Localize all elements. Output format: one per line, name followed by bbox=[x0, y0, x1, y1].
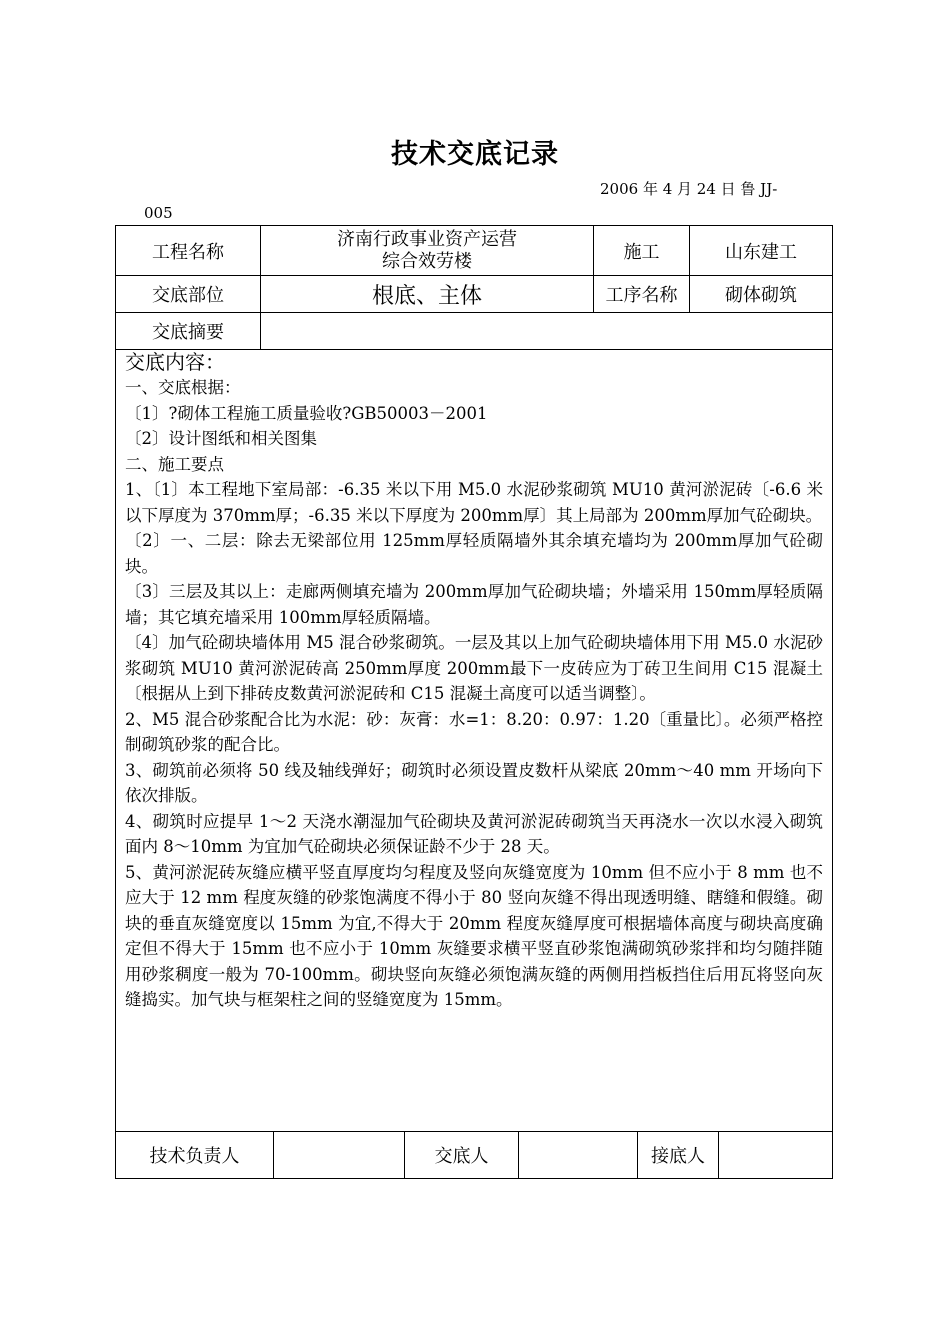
content-paragraph: 1、〔1〕本工程地下室局部：-6.35 米以下用 M5.0 水泥砂浆砌筑 MU10 黄河淤泥砖〔-6.6 米以下厚度为 370mm厚；-6.35 米以下厚度为 200mm厚〕其上局部为 200mm厚加气砼砌块。 bbox=[125, 480, 823, 525]
tech-lead-label: 技术负责人 bbox=[116, 1132, 274, 1178]
summary-row bbox=[116, 313, 832, 350]
content-paragraph: 二、施工要点 bbox=[125, 454, 224, 474]
project-name-line2: 综合效劳楼 bbox=[382, 250, 472, 272]
content-paragraph: 〔2〕一、二层：除去无梁部位用 125mm厚轻质隔墙外其余填充墙均为 200mm厚加气砼砌块。 bbox=[125, 531, 823, 576]
content-paragraph: 〔4〕加气砼砌块墙体用 M5 混合砂浆砌筑。一层及其以上加气砼砌块墙体用下用 M5.0 水泥砂浆砌筑 MU10 黄河淤泥砖高 250mm厚度 200mm最下一皮砖应为丁砖卫生间用 C15 混凝土〔根据从上到下排砖皮数黄河淤泥砖和 C15 混凝土高度可以适当调整〕。 bbox=[125, 633, 823, 703]
content-paragraph: 5、黄河淤泥砖灰缝应横平竖直厚度均匀程度及竖向灰缝宽度为 10mm 但不应小于 8 mm 也不应大于 12 mm 程度灰缝的砂浆饱满度不得小于 80 竖向灰缝不得出现透明缝、瞎缝和假缝。砌块的垂直灰缝宽度以 15mm 为宜,不得大于 20mm 程度灰缝厚度可根据墙体高度与砌块高度确定但不得大于 15mm 也不应小于 10mm 灰缝要求横平竖直砂浆饱满砌筑砂浆拌和均匀随拌随用砂浆稠度一般为 70-100mm。砌块竖向灰缝必须饱满灰缝的两侧用挡板挡住后用瓦将竖向灰缝捣实。加气块与框架柱之间的竖缝宽度为 15mm。 bbox=[125, 862, 823, 1009]
document-title: 技术交底记录 bbox=[391, 139, 559, 170]
process-value: 砌体砌筑 bbox=[725, 285, 797, 306]
project-name-value bbox=[261, 226, 594, 275]
content-paragraph: 一、交底根据： bbox=[125, 378, 241, 397]
summary-label: 交底摘要 bbox=[116, 313, 261, 349]
signature-row bbox=[116, 1132, 832, 1178]
disclosure-content bbox=[116, 350, 832, 1132]
date-and-doc-number: 2006 年 4 月 24 日 鲁 JJ- bbox=[600, 180, 778, 198]
construction-label: 施工 bbox=[594, 226, 690, 275]
content-heading: 交底内容： bbox=[125, 350, 225, 374]
summary-value bbox=[261, 313, 832, 349]
content-paragraph: 〔1〕?砌体工程施工质量验收?GB50003－2001 bbox=[125, 403, 488, 423]
process-label: 工序名称 bbox=[594, 276, 690, 312]
content-paragraph: 2、M5 混合砂浆配合比为水泥：砂：灰膏：水=1：8.20：0.97：1.20〔重量比〕。必须严格控制砌筑砂浆的配合比。 bbox=[125, 709, 823, 754]
doc-number-continuation: 005 bbox=[144, 204, 173, 222]
disclosure-table bbox=[115, 225, 833, 1179]
receiver-value bbox=[719, 1132, 832, 1178]
project-row bbox=[116, 226, 832, 276]
construction-value: 山东建工 bbox=[725, 241, 797, 263]
project-name-line1: 济南行政事业资产运营 bbox=[337, 228, 517, 250]
discloser-value bbox=[519, 1132, 638, 1178]
content-paragraph: 3、砌筑前必须将 50 线及轴线弹好；砌筑时必须设置皮数杆从梁底 20mm～40 mm 开场向下依次排版。 bbox=[125, 760, 823, 805]
project-name-label: 工程名称 bbox=[116, 226, 261, 275]
tech-lead-value bbox=[274, 1132, 405, 1178]
content-paragraphs bbox=[125, 375, 823, 1013]
part-value: 根底、主体 bbox=[261, 276, 594, 312]
content-paragraph: 〔2〕设计图纸和相关图集 bbox=[125, 429, 317, 448]
receiver-label: 接底人 bbox=[638, 1132, 719, 1178]
content-paragraph: 〔3〕三层及其以上：走廊两侧填充墙为 200mm厚加气砼砌块墙；外墙采用 150mm厚轻质隔墙；其它填充墙采用 100mm厚轻质隔墙。 bbox=[125, 582, 823, 627]
discloser-label: 交底人 bbox=[405, 1132, 519, 1178]
part-label: 交底部位 bbox=[116, 276, 261, 312]
part-row bbox=[116, 276, 832, 313]
content-paragraph: 4、砌筑时应提早 1～2 天浇水潮湿加气砼砌块及黄河淤泥砖砌筑当天再浇水一次以水浸入砌筑面内 8～10mm 为宜加气砼砌块必须保证龄不少于 28 天。 bbox=[125, 811, 823, 856]
